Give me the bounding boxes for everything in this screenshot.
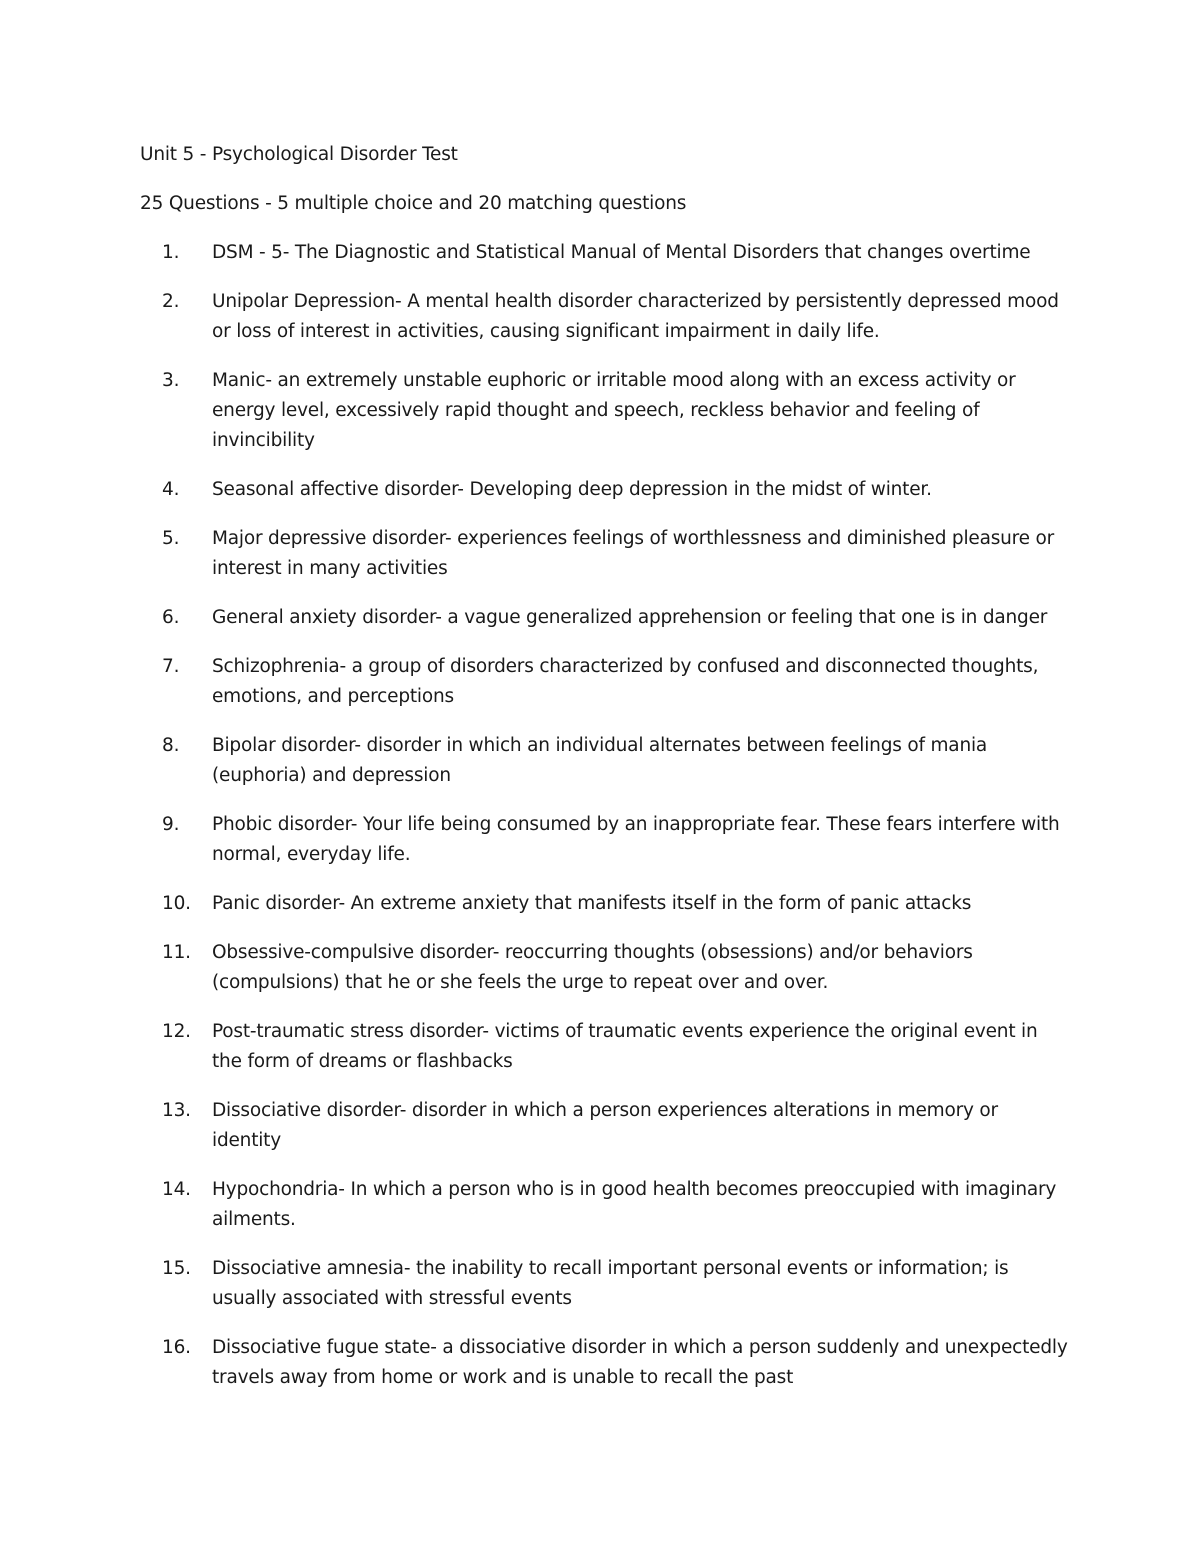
list-item — [140, 475, 1080, 505]
document-title: Unit 5 - Psychological Disorder Test — [140, 144, 458, 165]
list-item — [140, 603, 1080, 633]
item-text: Major depressive disorder- experiences feelings of worthlessness and diminished pleasure or interest in many activities — [212, 528, 1055, 579]
item-number: 15. — [162, 1258, 191, 1279]
item-number: 10. — [162, 893, 191, 914]
list-item — [140, 524, 1080, 584]
item-text: Dissociative amnesia- the inability to recall important personal events or information; is usually associated with stressful events — [212, 1258, 1009, 1309]
item-number: 2. — [162, 291, 180, 312]
list-item — [140, 238, 1080, 268]
item-text: Schizophrenia- a group of disorders characterized by confused and disconnected thoughts, emotions, and perceptions — [212, 656, 1039, 707]
item-number: 14. — [162, 1179, 191, 1200]
item-number: 5. — [162, 528, 180, 549]
item-number: 1. — [162, 242, 180, 263]
list-item — [140, 889, 1080, 919]
list-item — [140, 1175, 1080, 1235]
item-text: Dissociative fugue state- a dissociative disorder in which a person suddenly and unexpectedly travels away from home or work and is unable to recall the past — [212, 1337, 1068, 1388]
item-text: Seasonal affective disorder- Developing deep depression in the midst of winter. — [212, 479, 932, 500]
item-text: Post-traumatic stress disorder- victims of traumatic events experience the original event in the form of dreams or flashbacks — [212, 1021, 1038, 1072]
item-number: 8. — [162, 735, 180, 756]
item-number: 9. — [162, 814, 180, 835]
list-item — [140, 652, 1080, 712]
list-item — [140, 1096, 1080, 1156]
item-number: 3. — [162, 370, 180, 391]
item-number: 13. — [162, 1100, 191, 1121]
item-number: 6. — [162, 607, 180, 628]
list-item — [140, 810, 1080, 870]
list-item — [140, 366, 1080, 456]
item-text: Panic disorder- An extreme anxiety that manifests itself in the form of panic attacks — [212, 893, 972, 914]
item-number: 7. — [162, 656, 180, 677]
item-number: 12. — [162, 1021, 191, 1042]
item-number: 16. — [162, 1337, 191, 1358]
item-text: General anxiety disorder- a vague generalized apprehension or feeling that one is in danger — [212, 607, 1048, 628]
item-number: 11. — [162, 942, 191, 963]
document-subtitle: 25 Questions - 5 multiple choice and 20 matching questions — [140, 193, 687, 214]
list-item — [140, 287, 1080, 347]
list-item — [140, 1333, 1080, 1393]
item-text: Obsessive-compulsive disorder- reoccurring thoughts (obsessions) and/or behaviors (compulsions) that he or she feels the urge to repeat over and over. — [212, 942, 973, 993]
list-item — [140, 1254, 1080, 1314]
item-text: Dissociative disorder- disorder in which a person experiences alterations in memory or identity — [212, 1100, 998, 1151]
list-item — [140, 731, 1080, 791]
item-text: Bipolar disorder- disorder in which an individual alternates between feelings of mania (euphoria) and depression — [212, 735, 988, 786]
item-text: Phobic disorder- Your life being consumed by an inappropriate fear. These fears interfere with normal, everyday life. — [212, 814, 1060, 865]
item-text: Manic- an extremely unstable euphoric or irritable mood along with an excess activity or energy level, excessively rapid thought and speech, reckless behavior and feeling of invincibility — [212, 370, 1016, 451]
item-text: DSM - 5- The Diagnostic and Statistical Manual of Mental Disorders that changes overtime — [212, 242, 1031, 263]
item-number: 4. — [162, 479, 180, 500]
list-item — [140, 938, 1080, 998]
item-text: Unipolar Depression- A mental health disorder characterized by persistently depressed mood or loss of interest in activities, causing significant impairment in daily life. — [212, 291, 1059, 342]
item-text: Hypochondria- In which a person who is in good health becomes preoccupied with imaginary ailments. — [212, 1179, 1057, 1230]
document-content — [140, 140, 1080, 1412]
list-item — [140, 1017, 1080, 1077]
definition-list — [140, 238, 1080, 1393]
